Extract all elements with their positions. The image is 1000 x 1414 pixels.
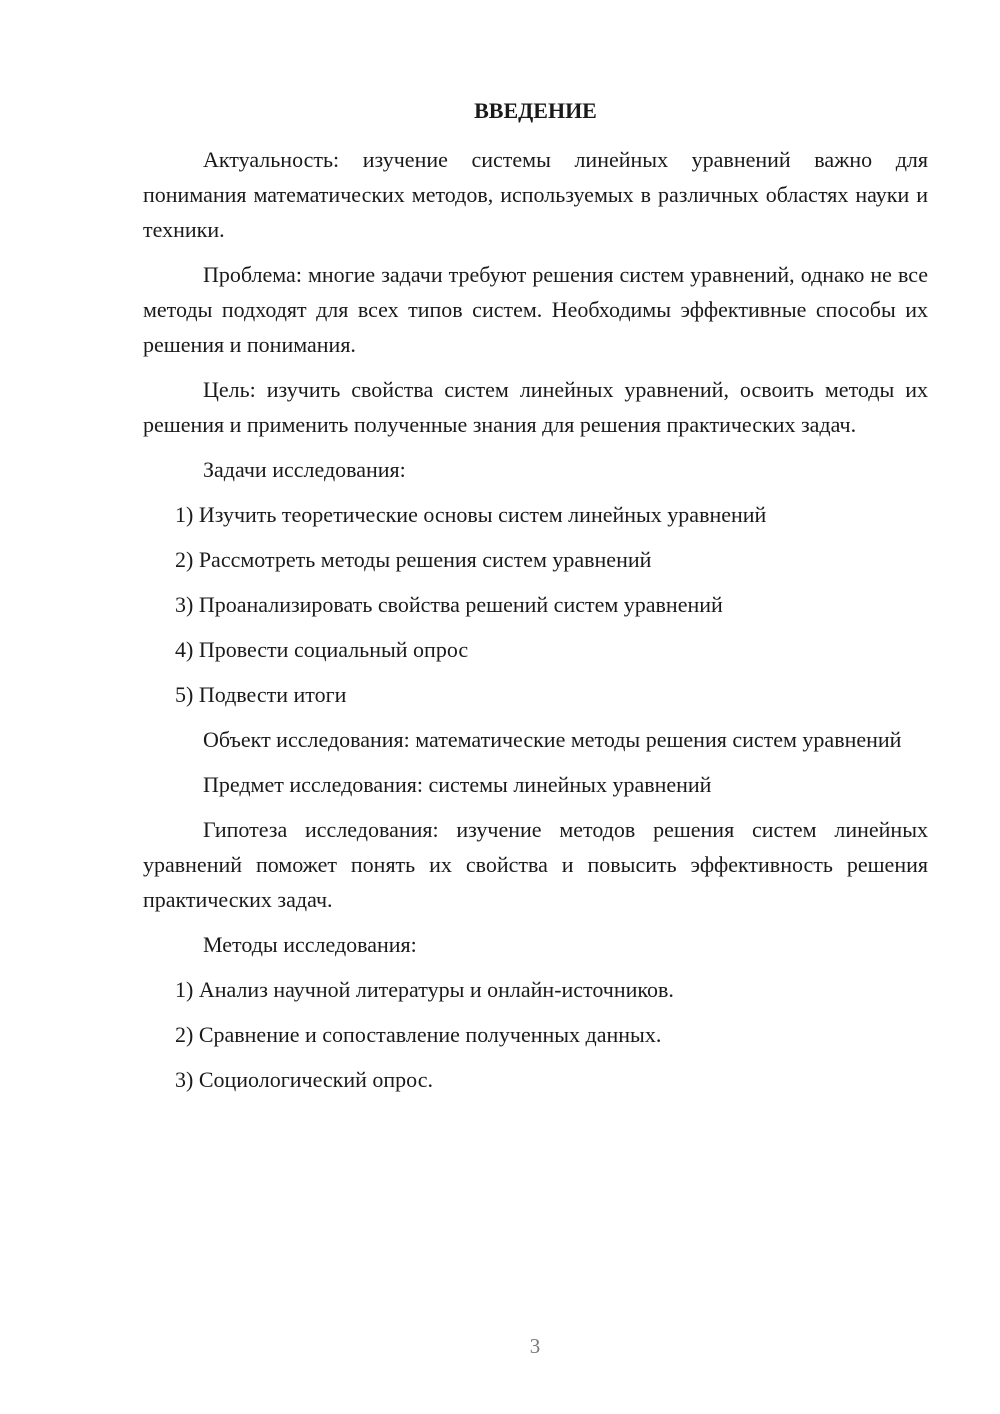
methods-title: Методы исследования:	[203, 932, 417, 957]
methods-list	[143, 972, 928, 1097]
tasks-title: Задачи исследования:	[203, 457, 406, 482]
list-item: 2) Сравнение и сопоставление полученных данных.	[175, 1022, 662, 1047]
tasks-list	[143, 497, 928, 712]
list-item: 3) Проанализировать свойства решений систем уравнений	[175, 592, 723, 617]
list-item: 3) Социологический опрос.	[175, 1067, 433, 1092]
problem-paragraph: Проблема: многие задачи требуют решения систем уравнений, однако не все методы подходят для всех типов систем. Необходимы эффективные способы их решения и понимания.	[143, 262, 928, 357]
list-item: 2) Рассмотреть методы решения систем уравнений	[175, 547, 652, 572]
relevance-paragraph: Актуальность: изучение системы линейных уравнений важно для понимания математических методов, используемых в различных областях науки и техники.	[143, 147, 928, 242]
goal-paragraph: Цель: изучить свойства систем линейных уравнений, освоить методы их решения и применить полученные знания для решения практических задач.	[143, 377, 928, 437]
subject-paragraph: Предмет исследования: системы линейных уравнений	[203, 772, 712, 797]
document-body	[143, 96, 928, 1107]
list-item: 1) Изучить теоретические основы систем линейных уравнений	[175, 502, 767, 527]
page-number: 3	[529, 1334, 541, 1358]
section-heading: ВВЕДЕНИЕ	[474, 98, 597, 123]
object-paragraph: Объект исследования: математические методы решения систем уравнений	[203, 727, 902, 752]
list-item: 5) Подвести итоги	[175, 682, 347, 707]
list-item: 4) Провести социальный опрос	[175, 637, 469, 662]
hypothesis-paragraph: Гипотеза исследования: изучение методов решения систем линейных уравнений поможет понять их свойства и повысить эффективность решения практических задач.	[143, 817, 928, 912]
list-item: 1) Анализ научной литературы и онлайн-источников.	[175, 977, 674, 1002]
